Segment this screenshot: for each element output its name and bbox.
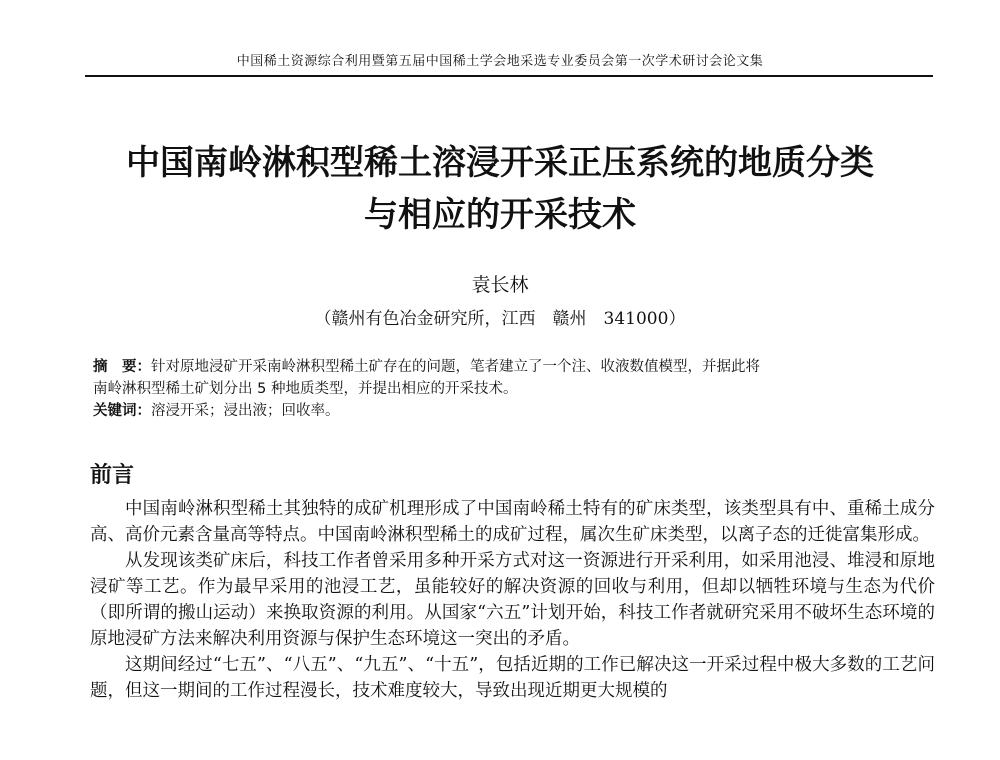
paragraph: 这期间经过“七五”、“八五”、“九五”、“十五”，包括近期的工作已解决这一开采过程中极大多数的工艺问题，但这一期间的工作过程漫长，技术难度较大，导致出现近期更大规模的 (90, 655, 935, 701)
abstract-text-1: 针对原地浸矿开采南岭淋积型稀土矿存在的问题，笔者建立了一个注、收液数值模型，并据此将 (151, 359, 760, 375)
title-line-2: 与相应的开采技术 (364, 195, 636, 235)
title-line-1: 中国南岭淋积型稀土溶浸开采正压系统的地质分类 (126, 143, 874, 183)
keywords-label: 关键词： (93, 403, 151, 419)
body-text (90, 496, 935, 704)
abstract-line-2: 南岭淋积型稀土矿划分出 5 种地质类型，并提出相应的开采技术。 (93, 381, 518, 397)
keywords (93, 401, 933, 421)
running-header: 中国稀土资源综合利用暨第五届中国稀土学会地采选专业委员会第一次学术研讨会论文集 (236, 54, 764, 69)
paragraph: 从发现该类矿床后，科技工作者曾采用多种开采方式对这一资源进行开采利用，如采用池浸、堆浸和原地浸矿等工艺。作为最早采用的池浸工艺，虽能较好的解决资源的回收与利用，但却以牺牲环境与生态为代价（即所谓的搬山运动）来换取资源的利用。从国家“六五”计划开始，科技工作者就研究采用不破坏生态环境的原地浸矿方法来解决利用资源与保护生态环境这一突出的矛盾。 (90, 551, 935, 649)
keywords-text: 溶浸开采；浸出液；回收率。 (151, 403, 340, 419)
paragraph: 中国南岭淋积型稀土其独特的成矿机理形成了中国南岭稀土特有的矿床类型，该类型具有中、重稀土成分高、高价元素含量高等特点。中国南岭淋积型稀土的成矿过程，属次生矿床类型，以离子态的迁徙富集形成。 (90, 499, 935, 545)
abstract-line-1 (93, 357, 933, 377)
author: 袁长林 (471, 274, 529, 296)
section-heading: 前言 (90, 463, 135, 488)
affiliation: （赣州有色冶金研究所，江西 赣州 341000） (314, 309, 686, 329)
abstract-label: 摘 要： (93, 359, 151, 375)
header-rule (85, 75, 933, 77)
